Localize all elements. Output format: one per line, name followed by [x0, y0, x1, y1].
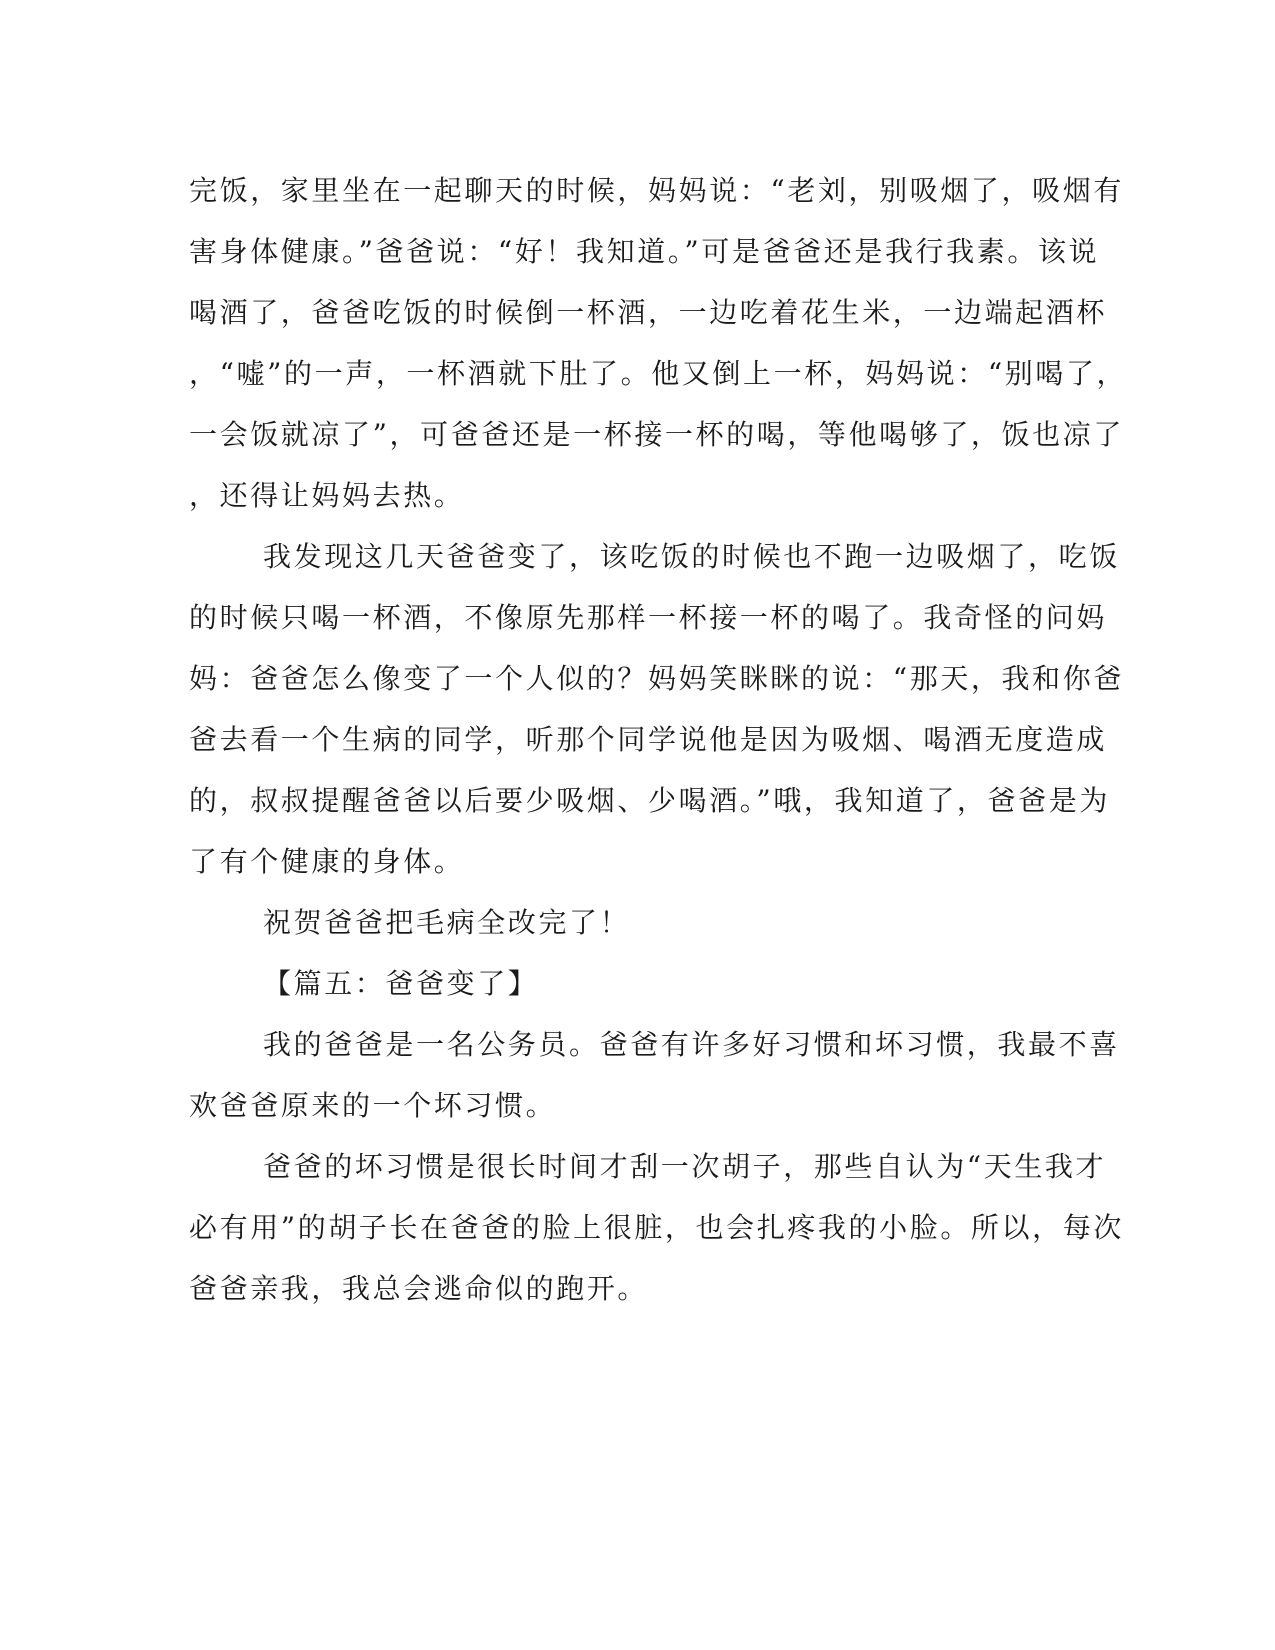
text-line: ，还得让妈妈去热。 [189, 479, 465, 512]
text-line: 必有用”的胡子长在爸爸的脸上很脏，也会扎疼我的小脸。所以，每次 [189, 1211, 1124, 1244]
paragraph-first-line: 爸爸的坏习惯是很长时间才刮一次胡子，那些自认为“天生我才 [263, 1150, 1107, 1183]
document-body [189, 160, 1128, 1319]
text-line: 喝酒了，爸爸吃饭的时候倒一杯酒，一边吃着花生米，一边端起酒杯 [189, 296, 1108, 329]
text-line: 爸去看一个生病的同学，听那个同学说他是因为吸烟、喝酒无度造成 [189, 723, 1108, 756]
paragraph-first-line: 我发现这几天爸爸变了，该吃饭的时候也不跑一边吸烟了，吃饭 [263, 540, 1120, 573]
text-line: ，“嘘”的一声，一杯酒就下肚了。他又倒上一杯，妈妈说：“别喝了， [189, 357, 1128, 390]
text-line: 害身体健康。”爸爸说：“好！我知道。”可是爸爸还是我行我素。该说 [189, 235, 1100, 268]
text-line: 的时候只喝一杯酒，不像原先那样一杯接一杯的喝了。我奇怪的问妈 [189, 601, 1108, 634]
paragraph-first-line: 我的爸爸是一名公务员。爸爸有许多好习惯和坏习惯，我最不喜 [263, 1028, 1120, 1061]
text-line: 欢爸爸原来的一个坏习惯。 [189, 1089, 557, 1122]
text-line: 了有个健康的身体。 [189, 845, 465, 878]
text-line: 一会饭就凉了”，可爸爸还是一杯接一杯的喝，等他喝够了，饭也凉了 [189, 418, 1124, 451]
section-heading: 【篇五：爸爸变了】 [263, 967, 539, 1000]
paragraph-first-line: 祝贺爸爸把毛病全改完了！ [263, 906, 631, 939]
text-line: 妈：爸爸怎么像变了一个人似的？妈妈笑眯眯的说：“那天，我和你爸 [189, 662, 1124, 695]
text-line: 完饭，家里坐在一起聊天的时候，妈妈说：“老刘，别吸烟了，吸烟有 [189, 174, 1124, 207]
text-line: 爸爸亲我，我总会逃命似的跑开。 [189, 1272, 649, 1305]
text-line: 的，叔叔提醒爸爸以后要少吸烟、少喝酒。”哦，我知道了，爸爸是为 [189, 784, 1110, 817]
